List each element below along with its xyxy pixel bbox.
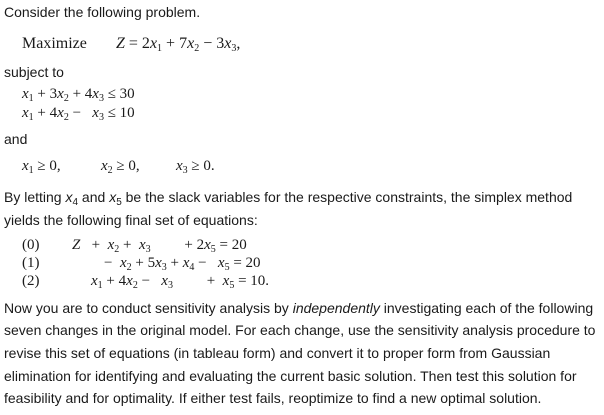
equation-0: $Z + x_2 + x_3$ + $2x_5 = 20$ <box>72 237 247 255</box>
and-label: and <box>4 131 28 147</box>
slack-paragraph-line-2: yields the following final set of equations: <box>4 212 258 228</box>
objective-label: Maximize <box>22 35 87 52</box>
closing-paragraph-line-3: revise this set of equations (in tableau form) and convert it to proper form from Gaussian <box>4 345 551 361</box>
closing-paragraph-line-4: elimination for identifying and evaluating the current basic solution. Then test this solution for <box>4 368 577 384</box>
slack-paragraph-line-1: By letting $x_4$ and $x_5$ be the slack variables for the respective constraints, the simplex method <box>4 189 573 208</box>
equation-2: $x_1 + 4x_2 - x_3$ + $x_5 = 10$. <box>91 273 270 291</box>
closing-paragraph-line-5: feasibility and for optimality. If either test fails, reoptimize to find a new optimal solution. <box>4 390 542 406</box>
nonneg-x1: $x_1 \ge 0$, <box>22 158 61 176</box>
objective-expression: $Z = 2x_1 + 7x_2 - 3x_3$, <box>116 35 241 54</box>
nonneg-x3: $x_3 \ge 0$. <box>176 158 215 176</box>
equation-label-2: (2) <box>22 273 40 289</box>
constraint-1: $x_1 + 3x_2 + 4x_3 \le 30$ <box>22 86 135 104</box>
closing-paragraph-line-1: Now you are to conduct sensitivity analysis by independently investigating each of the following <box>4 300 594 316</box>
equation-1: − $x_2 + 5x_3 + x_4 - x_5 = 20$ <box>104 255 261 273</box>
nonneg-x2: $x_2 \ge 0$, <box>101 158 140 176</box>
equation-label-1: (1) <box>22 255 40 271</box>
intro-text: Consider the following problem. <box>4 4 201 20</box>
independently-emphasis: independently <box>292 300 380 316</box>
constraint-2: $x_1 + 4x_2 - x_3 \le 10$ <box>22 105 135 123</box>
equation-label-0: (0) <box>22 237 40 253</box>
closing-paragraph-line-2: seven changes in the original model. For each change, use the sensitivity analysis procedure to <box>4 322 596 338</box>
subject-to-label: subject to <box>4 64 64 80</box>
